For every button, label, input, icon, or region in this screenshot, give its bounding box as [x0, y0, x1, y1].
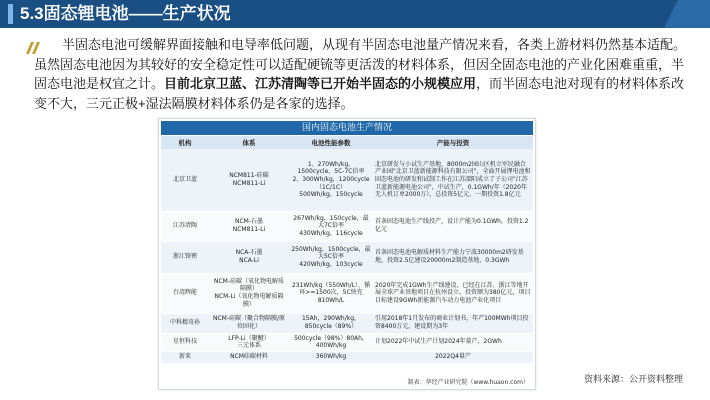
- cell-system: NCM-硅碳（聚合物隔膜/原位固化）: [209, 313, 289, 333]
- table-header-row: [161, 136, 533, 149]
- cell-capacity: 北京研发与小试生产基地，8000m2园山区机立军民融合产业园"北京卫蓝新能源科技有限公司"，全面开展锂电池和固态电池的研发和试制工作在江苏溧阳成立了子公司"江苏卫蓝新能源电池公司"，中试生产，0.1GWh/年（2020年无人机订单2000万），总投资5亿元，一期投资1.8亿元: [373, 149, 533, 211]
- cell-capacity: 计划2022年中试生产计划2024年量产，2GWh: [373, 333, 533, 351]
- table-row: [161, 351, 533, 363]
- intro-text-1: 半固态电池可缓解界面接触和电导率低问题，从现有半固态电池量产情况来看，各类上游材料仍然基本适配。虽然固态电池因为其较好的安全稳定性可以适配硬锍等更活泼的材料体系，但因全固态电池的产业化困难重重，半固态电池是权宜之计。: [34, 37, 687, 92]
- cell-org: 新来: [161, 351, 209, 363]
- cell-org: 星恒科技: [161, 333, 209, 351]
- cell-system: NCM811-硅碳 NCM811-Li: [209, 149, 289, 211]
- cell-params: 500cycle（98%）80Ah，400Wh/kg: [289, 333, 373, 351]
- header-bar: [0, 0, 710, 28]
- cell-system: NCA-石墨 NCA-Li: [209, 241, 289, 273]
- header-params: 电池性能参数: [289, 136, 373, 149]
- cell-capacity: 首条固态电池电解质材料生产能力宁波30000m2研发基地，投资2.5亿建设20000m2制造基地，0.3GWh: [373, 241, 533, 273]
- cell-capacity: 引用2018年1月发布的商业计划书，年产100MWh项目投资8400万元，建设期为3年: [373, 313, 533, 333]
- header-org: 机构: [161, 136, 209, 149]
- cell-org: 中科精奇孙: [161, 313, 209, 333]
- cell-params: 1、270Wh/kg， 1500cycle，5C-7C倍率 2、300Wh/kg，1200cycle （1C/1C） 500Wh/kg，150cycle: [289, 149, 373, 211]
- cell-system: NCM硅碳材料: [209, 351, 289, 363]
- cell-capacity: 首条固态电池生产线投产，设计产能为0.1GWh，投资1.2亿元: [373, 211, 533, 241]
- intro-paragraph: [34, 35, 686, 113]
- table-row: [161, 241, 533, 273]
- header-decoration: [664, 0, 710, 28]
- table-row: [161, 149, 533, 211]
- intro-text-2: ，而半固态电池对现有的材料体系改变不大，三元正极+湿法隔膜材料体系仍是各家的选择。: [34, 76, 685, 111]
- cell-params: 250Wh/kg，1500cycle，最大5C倍率 420Wh/kg，103cycle: [289, 241, 373, 273]
- cell-params: 360Wh/kg: [289, 351, 373, 363]
- cell-org: 江苏清陶: [161, 211, 209, 241]
- intro-bold-text: 目前北京卫蓝、江苏清陶等已开始半固态的小规模应用: [164, 76, 477, 92]
- cell-params: 267Wh/kg，150cycle，最大7C倍率 430Wh/kg，116cycle: [289, 211, 373, 241]
- table-footer: 制表：华经产业研究院（www.huaon.com）: [407, 379, 529, 386]
- table-row: [161, 333, 533, 351]
- table-row: [161, 273, 533, 313]
- table-image: [158, 118, 536, 390]
- cell-params: 231Wh/kg（550Wh/L），循环>=1500次，5C快充 810Wh/L: [289, 273, 373, 313]
- table-row: [161, 211, 533, 241]
- production-table: [161, 136, 533, 364]
- cell-capacity: 2020年完成1GWh生产线建设，已经在江苏、浙江等地开展全球产业基地项目在杭州设立，投资额为380亿元，项目目标建设9GWh新能源汽车动力电池产业化项目: [373, 273, 533, 313]
- header-capacity: 产能与投资: [373, 136, 533, 149]
- cell-org: 北京卫蓝: [161, 149, 209, 211]
- table-title: 国内固态电池生产情况: [161, 121, 533, 135]
- cell-org: 浙江锋锂: [161, 241, 209, 273]
- cell-params: 15Ah，290Wh/kg，850cycle（89%）: [289, 313, 373, 333]
- header-accent: [8, 4, 13, 24]
- page-title: 5.3固态锂电池——生产状况: [20, 4, 231, 23]
- table-row: [161, 313, 533, 333]
- source-note: 资料来源：公开资料整理: [584, 374, 684, 384]
- cell-org: 台湾辉能: [161, 273, 209, 313]
- cell-system: LFP-Li（聚醚） 三元体系: [209, 333, 289, 351]
- header-system: 体系: [209, 136, 289, 149]
- cell-system: NCM-石墨 NCM811-Li: [209, 211, 289, 241]
- cell-capacity: 2022Q4量产: [373, 351, 533, 363]
- cell-system: NCM-硅碳（氧化物电解质隔膜） NCM-Li（氧化物电解质隔膜）: [209, 273, 289, 313]
